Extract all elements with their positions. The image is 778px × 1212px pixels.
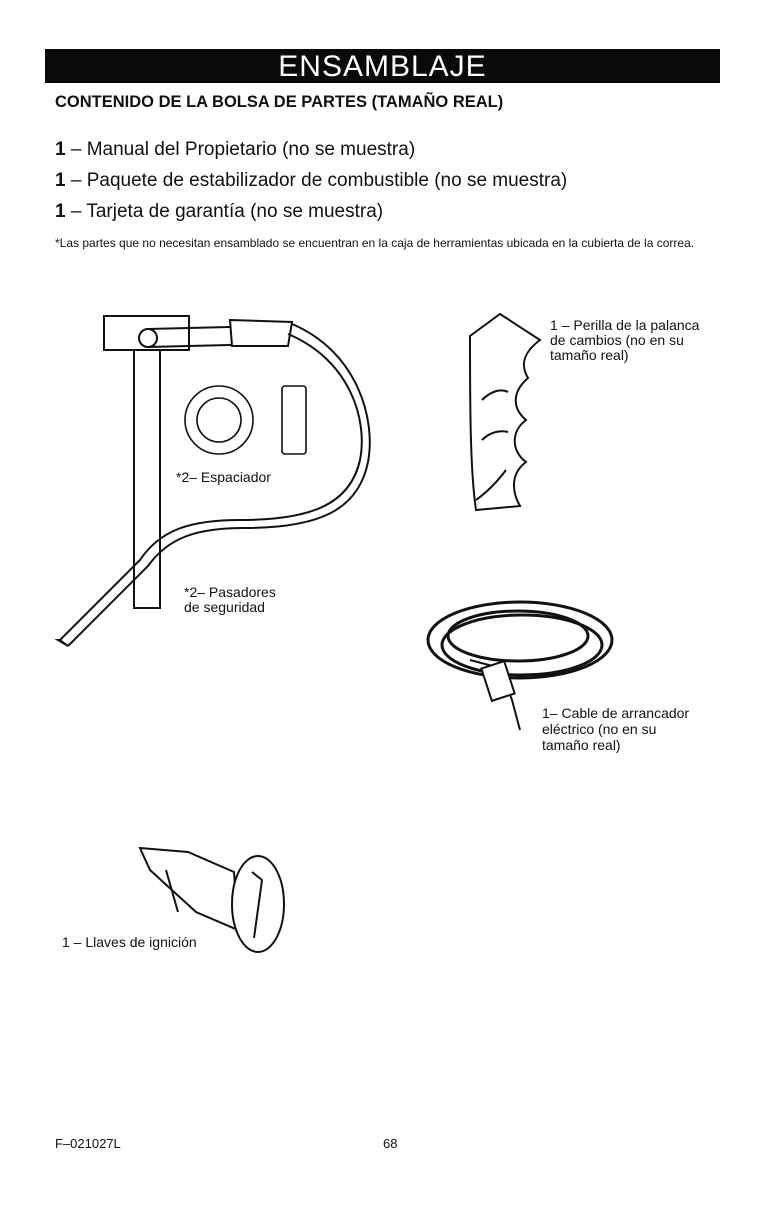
ignition-key-label: 1 – Llaves de ignición bbox=[62, 934, 197, 950]
shift-knob-label-line2: de cambios (no en su bbox=[550, 332, 684, 348]
parts-bag-subtitle: CONTENIDO DE LA BOLSA DE PARTES (TAMAÑO REAL) bbox=[55, 93, 504, 111]
document-code: F–021027L bbox=[55, 1136, 121, 1151]
safety-pins-label-line1: *2– Pasadores bbox=[184, 584, 276, 600]
shift-knob-label-line1: 1 – Perilla de la palanca bbox=[550, 317, 700, 333]
starter-cord-label-line1: 1– Cable de arrancador bbox=[542, 705, 690, 721]
starter-cord-label-line3: tamaño real) bbox=[542, 737, 621, 753]
list-item: 1 – Tarjeta de garantía (no se muestra) bbox=[55, 201, 384, 222]
starter-cord-label-line2: eléctrico (no en su bbox=[542, 721, 657, 737]
spacer-illustration bbox=[185, 386, 306, 454]
shift-knob-label-line3: tamaño real) bbox=[550, 347, 629, 363]
list-item: 1 – Manual del Propietario (no se muestra) bbox=[55, 139, 416, 160]
section-title-banner: ENSAMBLAJE bbox=[45, 49, 720, 83]
footnote: *Las partes que no necesitan ensamblado se encuentran en la caja de herramientas ubicada en la cubierta de la correa. bbox=[55, 236, 695, 250]
page-number: 68 bbox=[383, 1136, 398, 1151]
list-item: 1 – Paquete de estabilizador de combustible (no se muestra) bbox=[55, 170, 568, 191]
shift-knob-illustration bbox=[470, 314, 540, 510]
safety-pins-label-line2: de seguridad bbox=[184, 599, 265, 615]
spacer-label: *2– Espaciador bbox=[176, 469, 271, 485]
